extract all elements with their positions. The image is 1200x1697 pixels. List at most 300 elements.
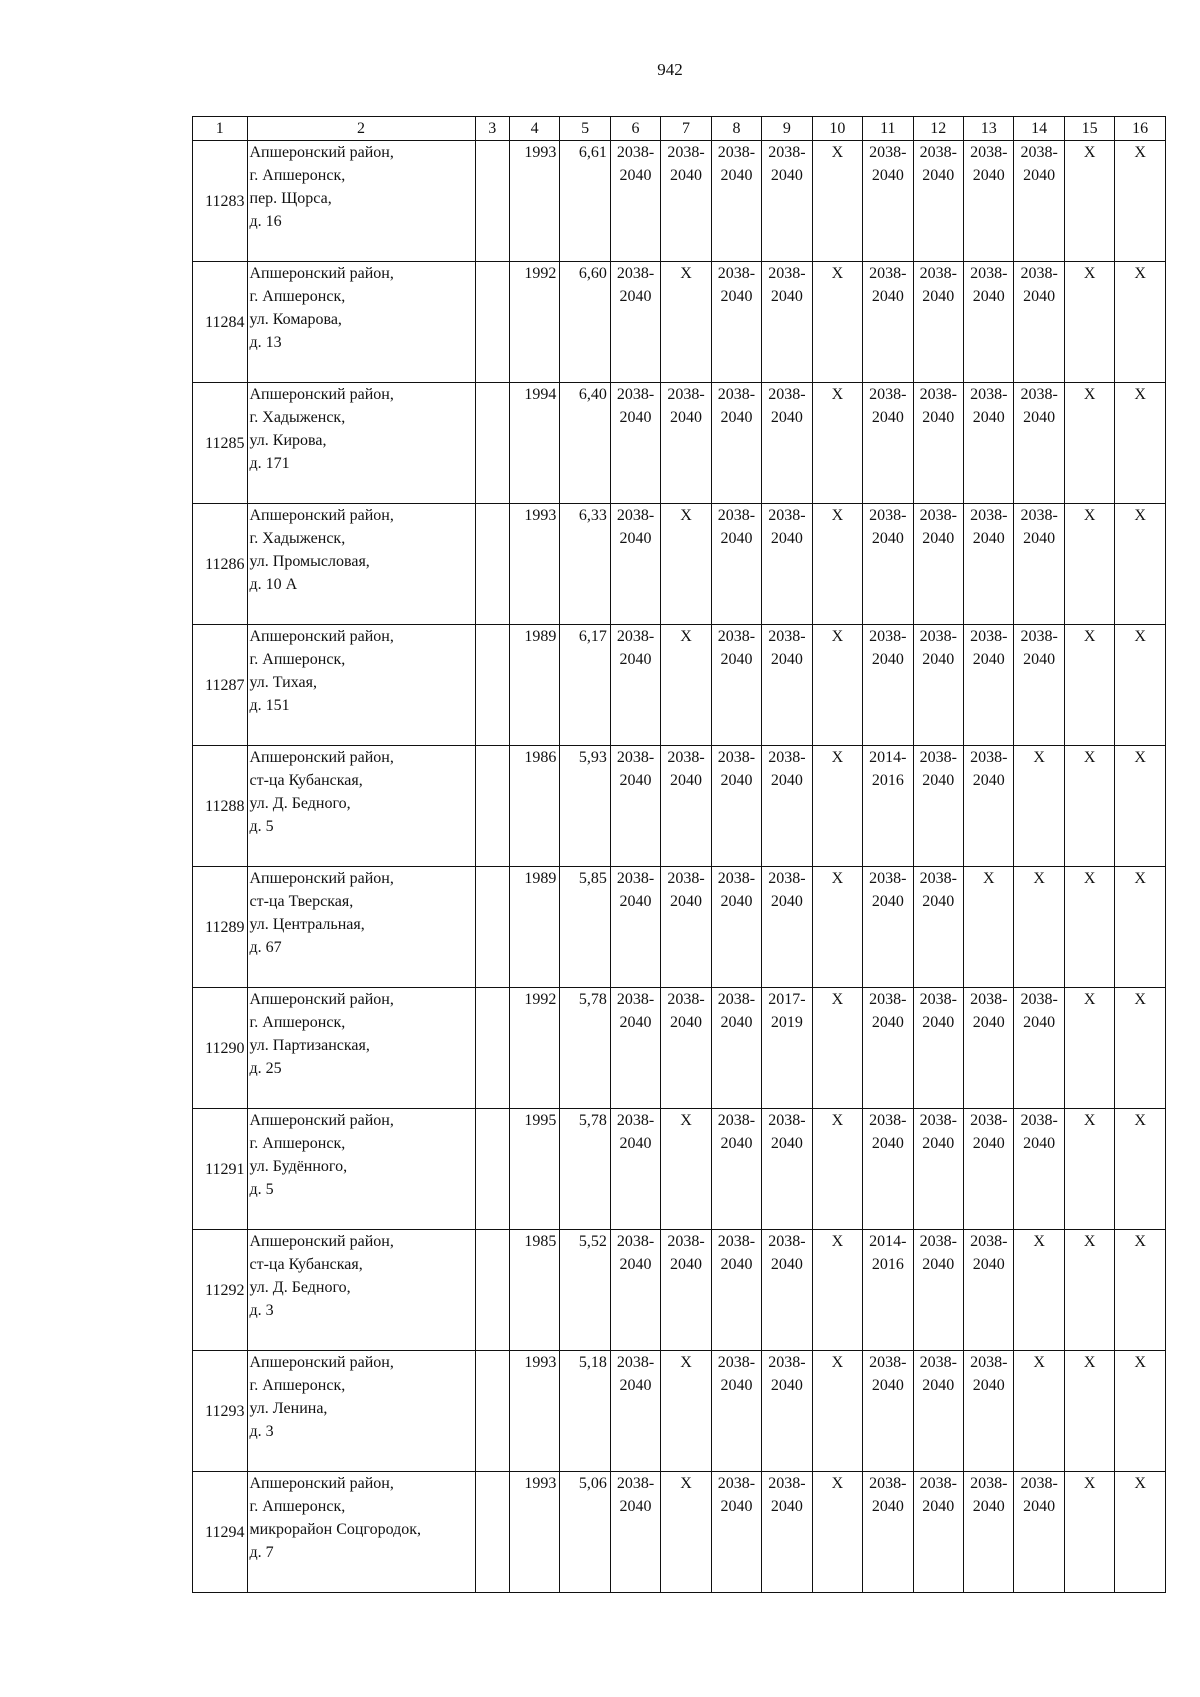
period-cell-c9 (762, 1230, 812, 1351)
column-header-3: 3 (475, 117, 509, 141)
column-3-cell (475, 383, 509, 504)
period-start: 2038- (717, 749, 756, 766)
period-cell-c14 (1014, 1472, 1064, 1593)
value-cell: 6,40 (560, 383, 610, 504)
address-line: г. Апшеронск, (249, 1498, 346, 1515)
period-end: 2040 (922, 530, 955, 547)
period-start: 2038- (616, 144, 655, 161)
address-cell (247, 504, 475, 625)
period-start: 2038- (768, 507, 806, 524)
period-start: 2038- (919, 386, 957, 403)
period-start: 2038- (768, 144, 806, 161)
address-line: д. 171 (249, 455, 290, 472)
address-line: г. Апшеронск, (249, 1014, 346, 1031)
column-header-2: 2 (247, 117, 475, 141)
period-cell-c8 (711, 625, 761, 746)
cell-c15: X (1064, 141, 1114, 262)
address-cell (247, 262, 475, 383)
period-end: 2040 (770, 167, 803, 184)
period-start: 2038- (1020, 265, 1058, 282)
period-end: 2040 (720, 1014, 753, 1031)
period-end: 2040 (972, 288, 1005, 305)
period-start: 2038- (919, 265, 957, 282)
period-cell-c12 (913, 1351, 963, 1472)
cell-c15: X (1064, 1230, 1114, 1351)
address-line: д. 5 (249, 1181, 274, 1198)
period-start: 2017- (768, 991, 806, 1008)
period-end: 2040 (619, 1135, 652, 1152)
period-cell-c11 (863, 867, 913, 988)
period-end: 2040 (770, 772, 803, 789)
period-end: 2040 (922, 893, 955, 910)
period-start: 2038- (717, 991, 756, 1008)
period-end: 2040 (619, 1014, 652, 1031)
row-number: 11290 (193, 988, 248, 1109)
cell-c10: X (812, 1472, 862, 1593)
cell-c15: X (1064, 746, 1114, 867)
period-end: 2040 (922, 288, 955, 305)
period-cell-c12 (913, 383, 963, 504)
period-end: 2040 (619, 893, 652, 910)
period-cell-c13 (964, 141, 1014, 262)
period-start: 2014- (869, 749, 907, 766)
column-3-cell (475, 1472, 509, 1593)
address-line: ул. Кирова, (249, 432, 327, 449)
housing-register-table (192, 116, 1166, 1593)
period-start: 2038- (667, 870, 705, 887)
period-cell-c13 (964, 1351, 1014, 1472)
address-line: Апшеронский район, (249, 991, 394, 1008)
period-cell-c6 (610, 746, 660, 867)
period-end: 2040 (1023, 530, 1056, 547)
column-header-10: 10 (812, 117, 862, 141)
period-end: 2040 (619, 1377, 652, 1394)
cell-c16: X (1115, 1109, 1166, 1230)
period-start: 2038- (768, 1233, 806, 1250)
period-cell-c9 (762, 1351, 812, 1472)
period-cell-c14 (1014, 1109, 1064, 1230)
cell-c10: X (812, 625, 862, 746)
period-end: 2040 (922, 1014, 955, 1031)
address-line: Апшеронский район, (249, 1475, 394, 1492)
period-start: 2038- (717, 628, 756, 645)
period-end: 2040 (922, 409, 955, 426)
row-number: 11288 (193, 746, 248, 867)
period-start: 2038- (616, 507, 655, 524)
period-start: 2038- (616, 1233, 655, 1250)
period-start: 2038- (717, 1354, 756, 1371)
period-end: 2040 (871, 893, 904, 910)
period-end: 2040 (1023, 167, 1056, 184)
period-end: 2040 (720, 893, 753, 910)
period-start: 2038- (768, 749, 806, 766)
cell-c10: X (812, 1351, 862, 1472)
period-end: 2040 (1023, 1498, 1056, 1515)
cell-c15: X (1064, 1109, 1114, 1230)
row-number: 11293 (193, 1351, 248, 1472)
period-cell-c11 (863, 1109, 913, 1230)
period-cell-c6 (610, 1351, 660, 1472)
column-header-11: 11 (863, 117, 913, 141)
cell-c15: X (1064, 262, 1114, 383)
period-start: 2038- (970, 628, 1008, 645)
period-end: 2040 (972, 1377, 1005, 1394)
period-cell-c11 (863, 141, 913, 262)
address-line: д. 7 (249, 1544, 274, 1561)
period-cell-c12 (913, 988, 963, 1109)
period-start: 2038- (768, 870, 806, 887)
address-line: д. 67 (249, 939, 282, 956)
period-cell-c7 (661, 1230, 711, 1351)
period-end: 2040 (871, 167, 904, 184)
period-end: 2040 (922, 1135, 955, 1152)
period-end: 2040 (1023, 409, 1056, 426)
address-line: д. 13 (249, 334, 282, 351)
period-start: 2038- (970, 265, 1008, 282)
period-cell-c6 (610, 1109, 660, 1230)
period-end: 2040 (770, 530, 803, 547)
address-cell (247, 1351, 475, 1472)
period-start: 2038- (869, 386, 907, 403)
page-number: 942 (657, 60, 683, 79)
period-cell-c6 (610, 625, 660, 746)
column-3-cell (475, 141, 509, 262)
period-cell-c6 (610, 988, 660, 1109)
address-line: ул. Центральная, (249, 916, 365, 933)
period-start: 2038- (667, 991, 705, 1008)
column-header-1: 1 (193, 117, 248, 141)
column-3-cell (475, 504, 509, 625)
period-end: 2040 (770, 409, 803, 426)
period-start: 2038- (667, 386, 705, 403)
cell-c16: X (1115, 1351, 1166, 1472)
period-cell-c13 (964, 1109, 1014, 1230)
period-cell-c6 (610, 383, 660, 504)
period-start: 2038- (616, 991, 655, 1008)
value-cell: 5,78 (560, 1109, 610, 1230)
period-start: 2038- (970, 1354, 1008, 1371)
address-line: г. Апшеронск, (249, 167, 346, 184)
period-start: 2038- (1020, 1112, 1058, 1129)
table-row (193, 867, 1166, 988)
period-cell-c8 (711, 1109, 761, 1230)
period-end: 2040 (770, 1135, 803, 1152)
period-start: 2038- (970, 1233, 1008, 1250)
cell-c10: X (812, 383, 862, 504)
cell-c16: X (1115, 746, 1166, 867)
cell-c16: X (1115, 988, 1166, 1109)
period-start: 2038- (768, 1475, 806, 1492)
period-end: 2040 (720, 530, 753, 547)
period-start: 2038- (970, 386, 1008, 403)
table-row (193, 141, 1166, 262)
row-number: 11291 (193, 1109, 248, 1230)
period-end: 2040 (619, 1256, 652, 1273)
column-header-5: 5 (560, 117, 610, 141)
period-end: 2040 (972, 1014, 1005, 1031)
address-line: д. 10 А (249, 576, 298, 593)
period-end: 2040 (922, 1498, 955, 1515)
value-cell: 5,06 (560, 1472, 610, 1593)
cell-c15: X (1064, 1472, 1114, 1593)
address-line: д. 16 (249, 213, 282, 230)
period-cell-c11 (863, 746, 913, 867)
period-end: 2040 (922, 651, 955, 668)
period-end: 2040 (619, 409, 652, 426)
cell-c13: X (964, 867, 1014, 988)
period-end: 2040 (922, 1377, 955, 1394)
period-start: 2038- (616, 1354, 655, 1371)
period-start: 2038- (1020, 507, 1058, 524)
column-header-14: 14 (1014, 117, 1064, 141)
period-start: 2038- (919, 870, 957, 887)
period-cell-c14 (1014, 625, 1064, 746)
address-line: ул. Тихая, (249, 674, 317, 691)
address-line: г. Хадыженск, (249, 409, 346, 426)
period-start: 2038- (768, 1112, 806, 1129)
period-end: 2040 (619, 167, 652, 184)
period-end: 2040 (720, 1498, 753, 1515)
column-header-6: 6 (610, 117, 660, 141)
period-end: 2040 (720, 167, 753, 184)
address-line: Апшеронский район, (249, 507, 394, 524)
period-start: 2038- (717, 870, 756, 887)
period-end: 2040 (871, 1377, 904, 1394)
period-start: 2038- (1020, 628, 1058, 645)
value-cell: 5,85 (560, 867, 610, 988)
period-cell-c8 (711, 746, 761, 867)
column-3-cell (475, 867, 509, 988)
period-start: 2038- (919, 628, 957, 645)
period-cell-c7 (661, 988, 711, 1109)
period-end: 2040 (770, 651, 803, 668)
period-end: 2040 (720, 1377, 753, 1394)
period-start: 2038- (717, 1233, 756, 1250)
period-cell-c12 (913, 141, 963, 262)
cell-c14: X (1014, 867, 1064, 988)
period-end: 2040 (972, 530, 1005, 547)
table-row (193, 1472, 1166, 1593)
period-end: 2040 (720, 1256, 753, 1273)
period-start: 2038- (667, 144, 705, 161)
period-end: 2016 (871, 772, 904, 789)
address-line: г. Апшеронск, (249, 1377, 346, 1394)
period-end: 2040 (972, 409, 1005, 426)
period-start: 2038- (869, 870, 907, 887)
period-start: 2038- (667, 749, 705, 766)
period-cell-c6 (610, 141, 660, 262)
period-start: 2038- (869, 144, 907, 161)
period-start: 2038- (768, 265, 806, 282)
period-end: 2040 (972, 1498, 1005, 1515)
address-cell (247, 1472, 475, 1593)
period-start: 2038- (970, 1112, 1008, 1129)
address-line: Апшеронский район, (249, 1233, 394, 1250)
cell-c10: X (812, 1109, 862, 1230)
address-line: Апшеронский район, (249, 628, 394, 645)
period-end: 2040 (720, 409, 753, 426)
period-start: 2038- (616, 386, 655, 403)
cell-c10: X (812, 1230, 862, 1351)
table-row (193, 1230, 1166, 1351)
period-cell-c14 (1014, 383, 1064, 504)
period-end: 2040 (770, 893, 803, 910)
table-row (193, 988, 1166, 1109)
period-cell-c8 (711, 988, 761, 1109)
address-line: Апшеронский район, (249, 265, 394, 282)
column-3-cell (475, 1109, 509, 1230)
cell-c15: X (1064, 383, 1114, 504)
period-cell-c13 (964, 625, 1014, 746)
period-end: 2040 (871, 651, 904, 668)
address-line: ул. Будённого, (249, 1158, 348, 1175)
year-cell: 1989 (509, 867, 559, 988)
period-end: 2040 (1023, 1014, 1056, 1031)
period-start: 2038- (919, 749, 957, 766)
address-cell (247, 988, 475, 1109)
period-start: 2038- (919, 1112, 957, 1129)
address-line: ст-ца Тверская, (249, 893, 354, 910)
year-cell: 1994 (509, 383, 559, 504)
cell-c16: X (1115, 383, 1166, 504)
period-start: 2038- (919, 144, 957, 161)
period-start: 2038- (1020, 991, 1058, 1008)
period-start: 2038- (667, 1233, 705, 1250)
period-start: 2038- (616, 1475, 655, 1492)
year-cell: 1985 (509, 1230, 559, 1351)
period-end: 2040 (871, 1498, 904, 1515)
period-end: 2040 (972, 772, 1005, 789)
cell-c16: X (1115, 141, 1166, 262)
period-end: 2040 (670, 893, 702, 910)
address-line: ст-ца Кубанская, (249, 772, 363, 789)
period-start: 2038- (869, 991, 907, 1008)
address-line: г. Апшеронск, (249, 288, 346, 305)
period-cell-c6 (610, 262, 660, 383)
address-line: г. Апшеронск, (249, 1135, 346, 1152)
address-line: ул. Промысловая, (249, 553, 370, 570)
year-cell: 1992 (509, 262, 559, 383)
cell-c15: X (1064, 988, 1114, 1109)
cell-c10: X (812, 988, 862, 1109)
period-cell-c14 (1014, 141, 1064, 262)
address-cell (247, 746, 475, 867)
column-3-cell (475, 625, 509, 746)
period-end: 2040 (871, 1135, 904, 1152)
period-cell-c6 (610, 867, 660, 988)
period-start: 2038- (869, 1354, 907, 1371)
period-cell-c9 (762, 383, 812, 504)
period-start: 2038- (869, 265, 907, 282)
period-start: 2038- (1020, 386, 1058, 403)
period-cell-c11 (863, 625, 913, 746)
period-cell-c9 (762, 988, 812, 1109)
period-end: 2040 (972, 1135, 1005, 1152)
column-header-7: 7 (661, 117, 711, 141)
address-line: ул. Ленина, (249, 1400, 328, 1417)
period-end: 2040 (670, 409, 702, 426)
period-start: 2038- (616, 1112, 655, 1129)
table-row (193, 262, 1166, 383)
period-cell-c12 (913, 746, 963, 867)
cell-c10: X (812, 746, 862, 867)
period-end: 2040 (770, 1256, 803, 1273)
value-cell: 5,78 (560, 988, 610, 1109)
column-3-cell (475, 262, 509, 383)
period-end: 2040 (1023, 1135, 1056, 1152)
column-header-9: 9 (762, 117, 812, 141)
value-cell: 5,18 (560, 1351, 610, 1472)
period-start: 2038- (869, 1112, 907, 1129)
period-cell-c7 (661, 867, 711, 988)
period-start: 2038- (919, 1354, 957, 1371)
period-end: 2040 (619, 1498, 652, 1515)
period-cell-c7 (661, 141, 711, 262)
column-3-cell (475, 988, 509, 1109)
table-row (193, 504, 1166, 625)
period-cell-c14 (1014, 262, 1064, 383)
row-number: 11289 (193, 867, 248, 988)
period-end: 2040 (720, 772, 753, 789)
period-cell-c7 (661, 383, 711, 504)
column-header-16: 16 (1115, 117, 1166, 141)
period-start: 2038- (768, 628, 806, 645)
period-start: 2038- (869, 628, 907, 645)
cell-c16: X (1115, 262, 1166, 383)
address-line: ст-ца Кубанская, (249, 1256, 363, 1273)
cell-c7: X (661, 1472, 711, 1593)
period-cell-c13 (964, 746, 1014, 867)
column-3-cell (475, 1351, 509, 1472)
column-header-15: 15 (1064, 117, 1114, 141)
table-row (193, 1109, 1166, 1230)
period-cell-c14 (1014, 504, 1064, 625)
year-cell: 1993 (509, 504, 559, 625)
period-start: 2038- (869, 1475, 907, 1492)
address-line: д. 151 (249, 697, 290, 714)
address-cell (247, 141, 475, 262)
period-cell-c12 (913, 262, 963, 383)
period-end: 2040 (670, 1014, 702, 1031)
period-cell-c11 (863, 504, 913, 625)
period-start: 2038- (869, 507, 907, 524)
period-start: 2038- (919, 991, 957, 1008)
period-end: 2019 (770, 1014, 803, 1031)
period-cell-c11 (863, 1351, 913, 1472)
cell-c7: X (661, 504, 711, 625)
period-cell-c8 (711, 383, 761, 504)
cell-c7: X (661, 625, 711, 746)
period-end: 2040 (720, 1135, 753, 1152)
address-line: г. Апшеронск, (249, 651, 346, 668)
period-cell-c11 (863, 988, 913, 1109)
period-end: 2040 (670, 772, 702, 789)
cell-c14: X (1014, 1351, 1064, 1472)
period-end: 2040 (619, 530, 652, 547)
year-cell: 1993 (509, 1472, 559, 1593)
period-cell-c12 (913, 867, 963, 988)
address-line: пер. Щорса, (249, 190, 332, 207)
address-line: ул. Комарова, (249, 311, 342, 328)
period-cell-c12 (913, 1230, 963, 1351)
period-end: 2016 (871, 1256, 904, 1273)
period-cell-c6 (610, 1230, 660, 1351)
period-cell-c9 (762, 746, 812, 867)
period-cell-c12 (913, 625, 963, 746)
period-end: 2040 (972, 167, 1005, 184)
cell-c15: X (1064, 504, 1114, 625)
period-cell-c9 (762, 504, 812, 625)
